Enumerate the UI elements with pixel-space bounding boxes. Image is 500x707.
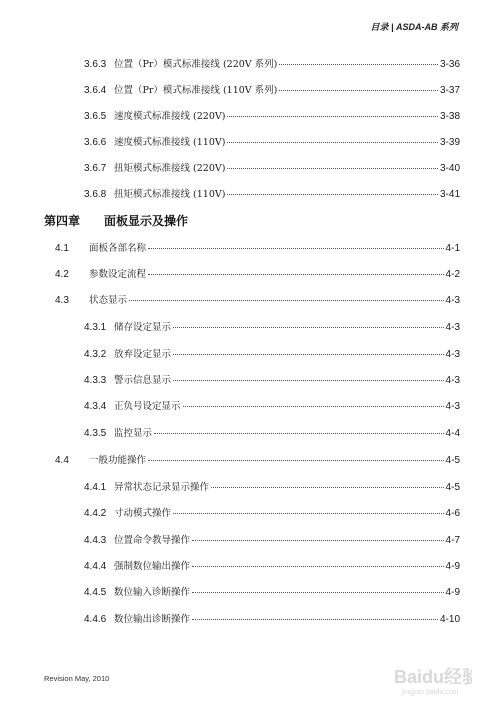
toc-entry[interactable]	[84, 558, 460, 572]
toc-leader-dots	[227, 142, 438, 143]
toc-entry-page: 3-37	[439, 85, 460, 96]
toc-leader-dots	[129, 300, 444, 301]
toc-entry-title: 储存设定显示	[114, 322, 172, 333]
toc-leader-dots	[148, 460, 444, 461]
toc-leader-dots	[173, 327, 444, 328]
toc-entry[interactable]	[84, 186, 460, 200]
toc-entry-page: 4-4	[445, 428, 460, 439]
toc-entry-page: 3-39	[439, 137, 460, 148]
toc-leader-dots	[279, 90, 438, 91]
chapter-title: 面板显示及操作	[104, 214, 189, 228]
toc-entry-title: 位置（Pr）模式标准接线 (220V 系列)	[114, 59, 278, 70]
toc-leader-dots	[148, 248, 444, 249]
toc-entry-number: 4.3	[55, 295, 69, 306]
baidu-watermark	[392, 663, 472, 697]
toc-entry-number: 3.6.4	[84, 85, 107, 96]
revision-footer: Revision May, 2010	[44, 674, 110, 683]
toc-leader-dots	[192, 540, 444, 541]
toc-entry-page: 4-1	[445, 243, 460, 254]
toc-entry-number: 4.4.5	[84, 587, 107, 598]
toc-entry[interactable]	[84, 346, 460, 360]
toc-leader-dots	[148, 274, 444, 275]
toc-entry-number: 4.4	[55, 455, 69, 466]
toc-entry[interactable]	[84, 56, 460, 70]
toc-entry-number: 4.3.3	[84, 375, 107, 386]
toc-entry[interactable]	[84, 505, 460, 519]
toc-entry-page: 4-3	[445, 375, 460, 386]
toc-entry[interactable]	[84, 108, 460, 122]
toc-entry-page: 4-3	[445, 295, 460, 306]
toc-entry-page: 4-5	[445, 482, 460, 493]
toc-entry-title: 扭矩模式标准接线 (220V)	[114, 163, 226, 174]
toc-entry-page: 3-38	[439, 111, 460, 122]
toc-entry[interactable]	[84, 372, 460, 386]
toc-entry-title: 参数设定流程	[89, 269, 147, 280]
toc-leader-dots	[227, 194, 438, 195]
toc-leader-dots	[192, 566, 444, 567]
toc-entry-title: 状态显示	[89, 295, 128, 306]
toc-entry-number: 4.4.6	[84, 614, 107, 625]
toc-entry-title: 扭矩模式标准接线 (110V)	[114, 189, 226, 200]
toc-leader-dots	[227, 116, 438, 117]
toc-entry-title: 强制数位输出操作	[114, 561, 191, 572]
toc-entry-page: 4-7	[445, 535, 460, 546]
toc-entry-page: 4-3	[445, 322, 460, 333]
toc-leader-dots	[183, 406, 444, 407]
toc-entry-number: 4.3.1	[84, 322, 107, 333]
chapter-heading[interactable]	[44, 212, 188, 229]
toc-entry-page: 4-9	[445, 561, 460, 572]
toc-leader-dots	[173, 513, 444, 514]
toc-entry[interactable]	[84, 532, 460, 546]
toc-entry-page: 4-2	[445, 269, 460, 280]
toc-entry-number: 4.3.2	[84, 349, 107, 360]
toc-entry-title: 位置命令教导操作	[114, 535, 191, 546]
toc-entry-title: 监控显示	[114, 428, 153, 439]
toc-entry[interactable]	[55, 266, 460, 280]
toc-entry-page: 3-40	[439, 163, 460, 174]
toc-leader-dots	[173, 380, 444, 381]
toc-entry-title: 速度模式标准接线 (220V)	[114, 111, 226, 122]
toc-entry[interactable]	[84, 160, 460, 174]
toc-entry[interactable]	[84, 82, 460, 96]
toc-leader-dots	[192, 619, 438, 620]
toc-entry-title: 正负号设定显示	[114, 401, 181, 412]
toc-entry[interactable]	[55, 240, 460, 254]
toc-entry-title: 速度模式标准接线 (110V)	[114, 137, 226, 148]
watermark-subtext: jingyan.baidu.com	[402, 689, 459, 696]
toc-entry-page: 4-3	[445, 349, 460, 360]
toc-entry-number: 4.1	[55, 243, 69, 254]
toc-entry-number: 3.6.7	[84, 163, 107, 174]
toc-entry[interactable]	[55, 452, 460, 466]
toc-entry[interactable]	[84, 611, 460, 625]
toc-entry-number: 4.4.3	[84, 535, 107, 546]
toc-entry-number: 4.4.2	[84, 508, 107, 519]
toc-entry[interactable]	[84, 425, 460, 439]
toc-entry[interactable]	[55, 292, 460, 306]
toc-entry-title: 警示信息显示	[114, 375, 172, 386]
running-header: 目录 | ASDA-AB 系列	[370, 22, 458, 32]
toc-entry-number: 3.6.5	[84, 111, 107, 122]
toc-leader-dots	[173, 354, 444, 355]
toc-leader-dots	[154, 433, 444, 434]
chapter-number: 第四章	[44, 214, 81, 228]
toc-entry[interactable]	[84, 134, 460, 148]
toc-entry-page: 4-10	[439, 614, 460, 625]
toc-entry-title: 面板各部名称	[89, 243, 147, 254]
toc-entry-number: 4.3.5	[84, 428, 107, 439]
toc-leader-dots	[192, 592, 444, 593]
toc-entry-title: 数位输出诊断操作	[114, 614, 191, 625]
toc-entry[interactable]	[84, 398, 460, 412]
toc-entry[interactable]	[84, 479, 460, 493]
toc-entry-title: 位置（Pr）模式标准接线 (110V 系列)	[114, 85, 278, 96]
toc-leader-dots	[227, 168, 438, 169]
toc-entry-page: 4-6	[445, 508, 460, 519]
toc-entry-number: 4.3.4	[84, 401, 107, 412]
toc-entry-title: 一般功能操作	[89, 455, 147, 466]
toc-entry[interactable]	[84, 319, 460, 333]
toc-entry-title: 异常状态记录显示操作	[114, 482, 210, 493]
toc-entry-page: 3-41	[439, 189, 460, 200]
toc-entry-title: 数位输入诊断操作	[114, 587, 191, 598]
baidu-watermark-logo	[392, 663, 472, 697]
toc-entry-number: 3.6.6	[84, 137, 107, 148]
toc-entry-title: 放弃设定显示	[114, 349, 172, 360]
toc-entry-number: 4.2	[55, 269, 69, 280]
watermark-text: Baidu经验	[394, 667, 472, 687]
toc-entry-number: 3.6.3	[84, 59, 107, 70]
toc-entry[interactable]	[84, 584, 460, 598]
toc-entry-page: 4-9	[445, 587, 460, 598]
toc-entry-title: 寸动模式操作	[114, 508, 172, 519]
toc-entry-page: 4-3	[445, 401, 460, 412]
toc-entry-number: 3.6.8	[84, 189, 107, 200]
toc-entry-number: 4.4.4	[84, 561, 107, 572]
toc-entry-page: 3-36	[439, 59, 460, 70]
toc-leader-dots	[211, 487, 444, 488]
toc-entry-number: 4.4.1	[84, 482, 107, 493]
toc-entry-page: 4-5	[445, 455, 460, 466]
toc-leader-dots	[279, 64, 438, 65]
